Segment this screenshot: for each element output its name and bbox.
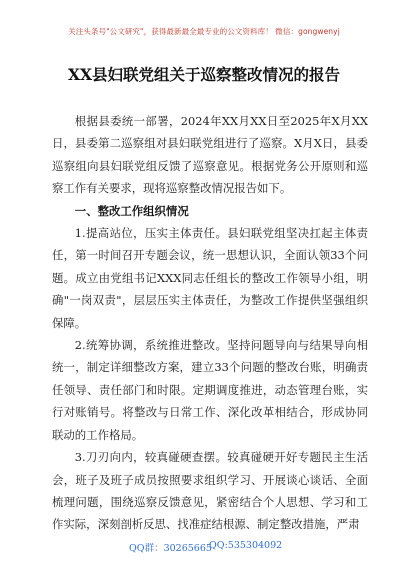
- footer-qq-number: QQ:535304092: [209, 540, 283, 551]
- document-body: [52, 110, 368, 536]
- body-paragraph-1: 1.提高站位，压实主体责任。县妇联党组坚决扛起主体责任，第一时间召开专题会议，统一思想认识，全面认领33个问题。成立由党组书记XXX同志任组长的整改工作领导小组，明确"一岗双责"，层层压实主体责任，为整改工作提供坚强组织保障。: [52, 226, 368, 330]
- section-heading: 一、整改工作组织情况: [74, 203, 189, 218]
- header-promo-note: 关注头条号"公文研究"，获得最新最全最专业的公文资料库！ 微信：gongwenyj: [68, 27, 340, 36]
- document-title: XX县妇联党组关于巡察整改情况的报告: [67, 65, 341, 84]
- intro-paragraph: 根据县委统一部署，2024年XX月XX日至2025年X月XX日，县委第二巡察组对县妇联党组进行了巡察。X月X日，县委巡察组向县妇联党组反馈了巡察意见。根据党务公开原则和巡察工作有关要求，现将巡察整改情况报告如下。: [52, 114, 368, 196]
- body-paragraph-2: 2.统筹协调，系统推进整改。坚持问题导向与结果导向相统一，制定详细整改方案，建立33个问题的整改台账，明确责任领导、责任部门和时限。定期调度推进，动态管理台账，实行对账销号。将整改与日常工作、深化改革相结合，形成协同联动的工作格局。: [52, 338, 368, 442]
- footer: [0, 540, 408, 552]
- body-paragraph-3: 3.刀刃向内，较真碰硬查摆。较真碰硬开好专题民主生活会，班子及班子成员按照要求组织学习、开展谈心谈话、全面梳理问题，围绕巡察反馈意见，紧密结合个人思想、学习和工作实际，深刻剖析反思、找准症结根源、制定整改措施，严肃: [52, 450, 368, 532]
- footer-qq-group: QQ群：30265665: [129, 543, 212, 554]
